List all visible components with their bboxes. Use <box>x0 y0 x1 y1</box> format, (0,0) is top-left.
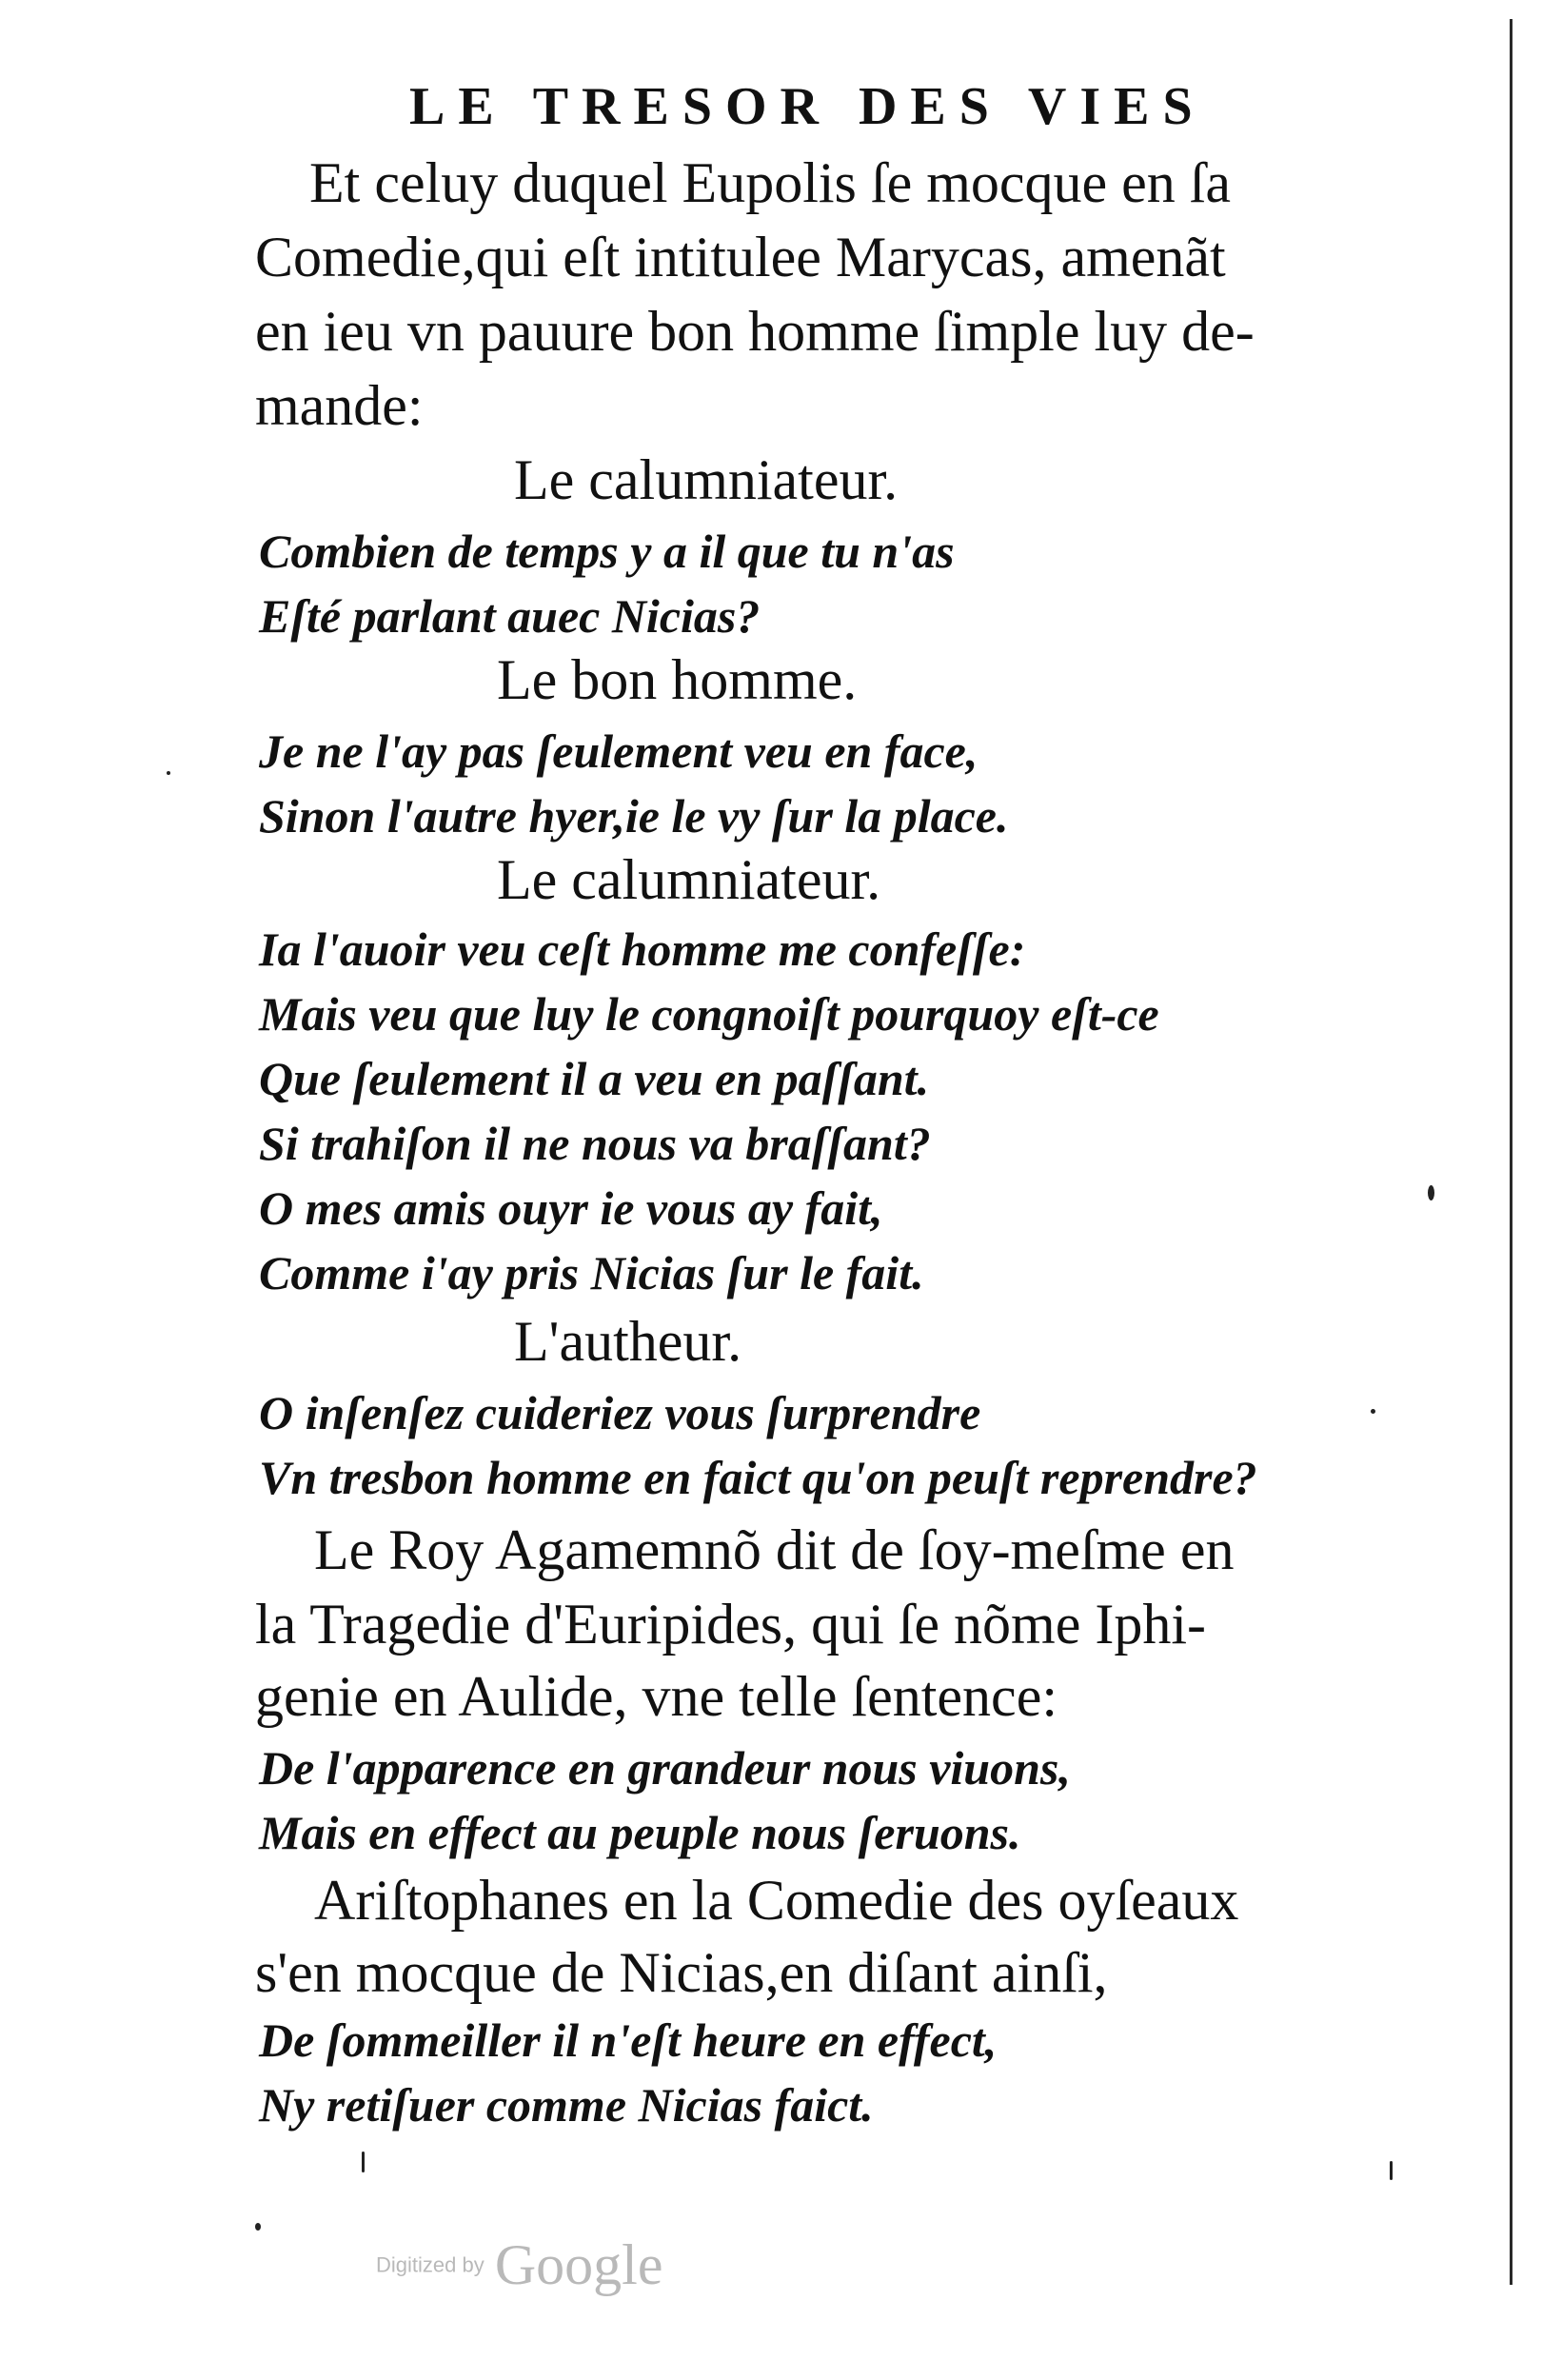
verse-line: Vn tresbon homme en faict qu'on peuſt reprendre? <box>259 1451 1257 1504</box>
prose-line: Le Roy Agamemnõ dit de ſoy-meſme en <box>314 1518 1235 1581</box>
prose-line: mande: <box>255 374 424 437</box>
prose-line: Comedie,qui eſt intitulee Marycas, amenãt <box>255 226 1226 288</box>
digitized-by-google-watermark <box>376 2232 662 2298</box>
verse-line: Je ne l'ay pas ſeulement veu en face, <box>259 724 979 778</box>
scan-speck <box>255 2223 261 2231</box>
verse-line: Eſté parlant auec Nicias? <box>259 589 761 643</box>
scan-speck <box>1371 1409 1375 1414</box>
prose-line: en ieu vn pauure bon homme ſimple luy de- <box>255 300 1255 363</box>
prose-line: la Tragedie d'Euripides, qui ſe nõme Iphi- <box>255 1593 1206 1656</box>
page-edge-rule <box>1510 19 1512 2285</box>
scan-speck <box>1428 1185 1434 1200</box>
prose-line: s'en mocque de Nicias,en diſant ainſi, <box>255 1941 1108 2004</box>
scan-speck <box>362 2152 365 2172</box>
verse-line: Ny retiſuer comme Nicias faict. <box>259 2078 874 2132</box>
scan-speck <box>1390 2161 1393 2180</box>
verse-line: Mais veu que luy le congnoiſt pourquoy eſt-ce <box>259 987 1159 1041</box>
verse-line: Que ſeulement il a veu en paſſant. <box>259 1052 930 1105</box>
speaker-heading: Le bon homme. <box>497 648 858 711</box>
prose-line: genie en Aulide, vne telle ſentence: <box>255 1665 1058 1728</box>
verse-line: Si trahiſon il ne nous va braſſant? <box>259 1117 931 1170</box>
verse-line: De ſommeiller il n'eſt heure en effect, <box>259 2013 998 2067</box>
prose-line: Ariſtophanes en la Comedie des oyſeaux <box>314 1869 1239 1932</box>
speaker-heading: Le calumniateur. <box>497 848 881 911</box>
verse-line: O inſenſez cuideriez vous ſurprendre <box>259 1386 981 1439</box>
speaker-heading: Le calumniateur. <box>514 448 899 511</box>
running-head: LE TRESOR DES VIES <box>409 77 1206 136</box>
watermark-prefix: Digitized by <box>376 2252 484 2277</box>
verse-line: Ia l'auoir veu ceſt homme me confeſſe: <box>259 922 1026 976</box>
verse-line: Sinon l'autre hyer,ie le vy ſur la place. <box>259 789 1009 843</box>
verse-line: O mes amis ouyr ie vous ay fait, <box>259 1181 883 1235</box>
scan-speck <box>167 771 170 775</box>
verse-line: Comme i'ay pris Nicias ſur le fait. <box>259 1246 924 1299</box>
prose-line: Et celuy duquel Eupolis ſe mocque en ſa <box>309 151 1232 214</box>
verse-line: Combien de temps y a il que tu n'as <box>259 525 955 578</box>
speaker-heading: L'autheur. <box>514 1310 742 1373</box>
google-logo: Google <box>494 2233 663 2296</box>
verse-line: Mais en effect au peuple nous ſeruons. <box>259 1806 1021 1859</box>
verse-line: De l'apparence en grandeur nous viuons, <box>259 1741 1071 1795</box>
